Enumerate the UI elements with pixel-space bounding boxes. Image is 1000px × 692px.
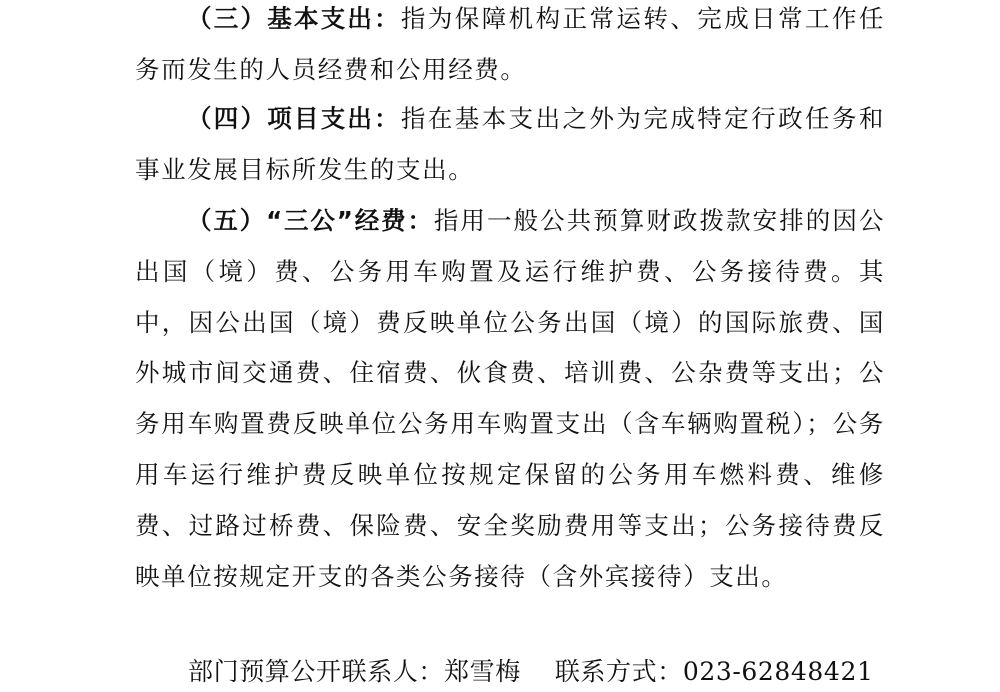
contact-label: 部门预算公开联系人： [188, 657, 445, 686]
phone-label: 联系方式： [554, 657, 683, 686]
definition-text: 指在基本支出之外为完成特定行政任务和事业发展目标所发生的支出。 [135, 104, 885, 184]
definition-basic-expenditure [135, 0, 885, 96]
phone-number: 023-62848421 [682, 657, 874, 686]
definition-project-expenditure [135, 94, 885, 196]
term-label: （四）项目支出： [187, 104, 401, 133]
term-label: （三）基本支出： [187, 4, 401, 33]
definition-text: 指为保障机构正常运转、完成日常工作任务而发生的人员经费和公用经费。 [135, 4, 885, 84]
definition-text: 指用一般公共预算财政拨款安排的因公出国（境）费、公务用车购置及运行维护费、公务接待费。其中，因公出国（境）费反映单位公务出国（境）的国际旅费、国外城市间交通费、住宿费、伙食费、培训费、公杂费等支出；公务用车购置费反映单位公务用车购置支出（含车辆购置税）；公务用车运行维护费反映单位按规定保留的公务用车燃料费、维修费、过路过桥费、保险费、安全奖励费用等支出；公务接待费反映单位按规定开支的各类公务接待（含外宾接待）支出。 [135, 206, 885, 591]
definition-three-public-expenses [135, 196, 885, 602]
contact-name: 郑雪梅 [444, 657, 521, 686]
contact-footer [188, 652, 873, 692]
term-label: （五）“三公”经费： [187, 206, 434, 235]
